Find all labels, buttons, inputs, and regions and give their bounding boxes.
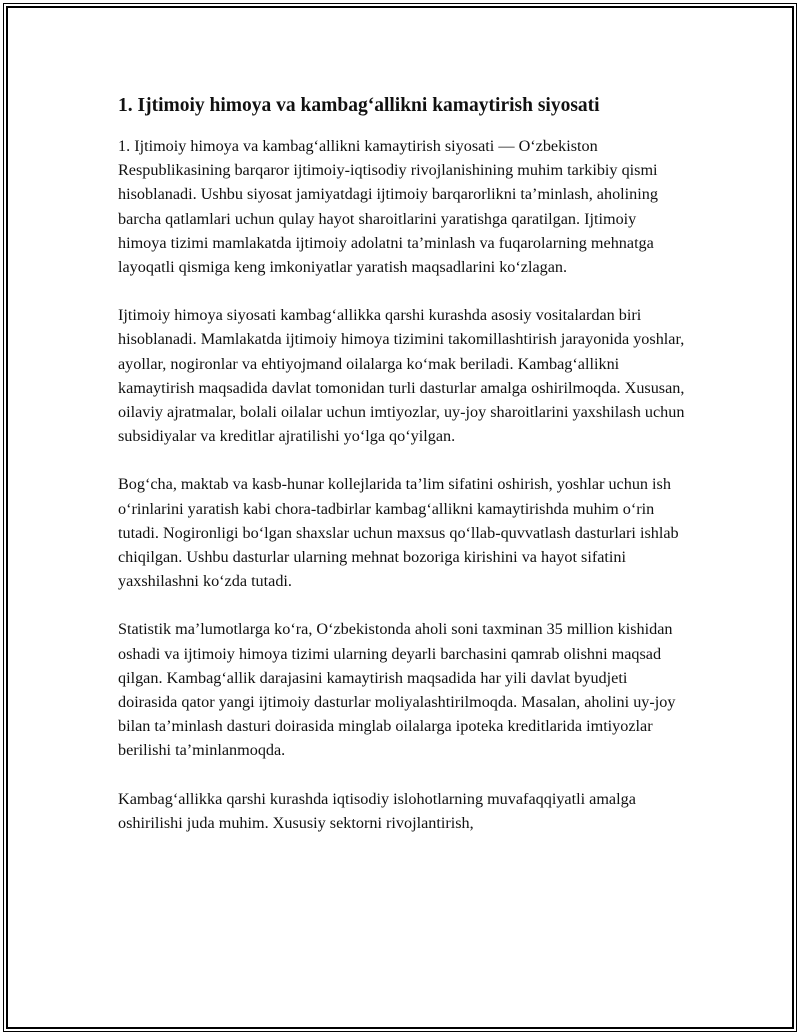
paragraph-statistics: Statistik ma’lumotlarga ko‘ra, O‘zbekistonda aholi soni taxminan 35 million kishidan oshadi va ijtimoiy himoya tizimi ularning deyarli barchasini qamrab olishni maqsad qilgan. Kambag‘allik darajasini kamaytirish maqsadida har yili davlat byudjeti doirasida qator yangi ijtimoiy dasturlar moliyalashtirilmoqda. Masalan, aholini uy-joy bilan ta’minlash dasturi doirasida minglab oilalarga ipoteka kreditlarida imtiyozlar berilishi ta’minlanmoqda. (118, 620, 676, 760)
paragraph-social-protection-policy: Ijtimoiy himoya siyosati kambag‘allikka qarshi kurashda asosiy vositalardan biri hisoblanadi. Mamlakatda ijtimoiy himoya tizimini takomillashtirish jarayonida yoshlar, ayollar, nogironlar va ehtiyojmand oilalarga ko‘mak beriladi. Kambag‘allikni kamaytirish maqsadida davlat tomonidan turli dasturlar amalga oshirilmoqda. Xususan, oilaviy ajratmalar, bolali oilalar uchun imtiyozlar, uy-joy sharoitlarini yaxshilash uchun subsidiyalar va kreditlar ajratilishi yo‘lga qo‘yilgan. (118, 306, 685, 446)
paragraph-economic-reforms: Kambag‘allikka qarshi kurashda iqtisodiy islohotlarning muvafaqqiyatli amalga oshirilishi juda muhim. Xususiy sektorni rivojlantirish, (118, 789, 636, 832)
paragraph-intro: 1. Ijtimoiy himoya va kambag‘allikni kamaytirish siyosati — O‘zbekiston Respublikasining barqaror ijtimoiy-iqtisodiy rivojlanishining muhim tarkibiy qismi hisoblanadi. Ushbu siyosat jamiyatdagi ijtimoiy barqarorlikni ta’minlash, aholining barcha qatlamlari uchun qulay hayot sharoitlarini yaratishga qaratilgan. Ijtimoiy himoya tizimi mamlakatda ijtimoiy adolatni ta’minlash va fuqarolarning mehnatga layoqatli qismiga keng imkoniyatlar yaratish maqsadlarini ko‘zlagan. (118, 137, 658, 277)
document-title: 1. Ijtimoiy himoya va kambag‘allikni kamaytirish siyosati (118, 95, 600, 116)
document-body (118, 92, 686, 859)
paragraph-education-employment: Bog‘cha, maktab va kasb-hunar kollejlarida ta’lim sifatini oshirish, yoshlar uchun ish o‘rinlarini yaratish kabi chora-tadbirlar kambag‘allikni kamaytirishda muhim o‘rin tutadi. Nogironligi bo‘lgan shaxslar uchun maxsus qo‘llab-quvvatlash dasturlari ishlab chiqilgan. Ushbu dasturlar ularning mehnat bozoriga kirishini va hayot sifatini yaxshilashni ko‘zda tutadi. (118, 475, 679, 591)
